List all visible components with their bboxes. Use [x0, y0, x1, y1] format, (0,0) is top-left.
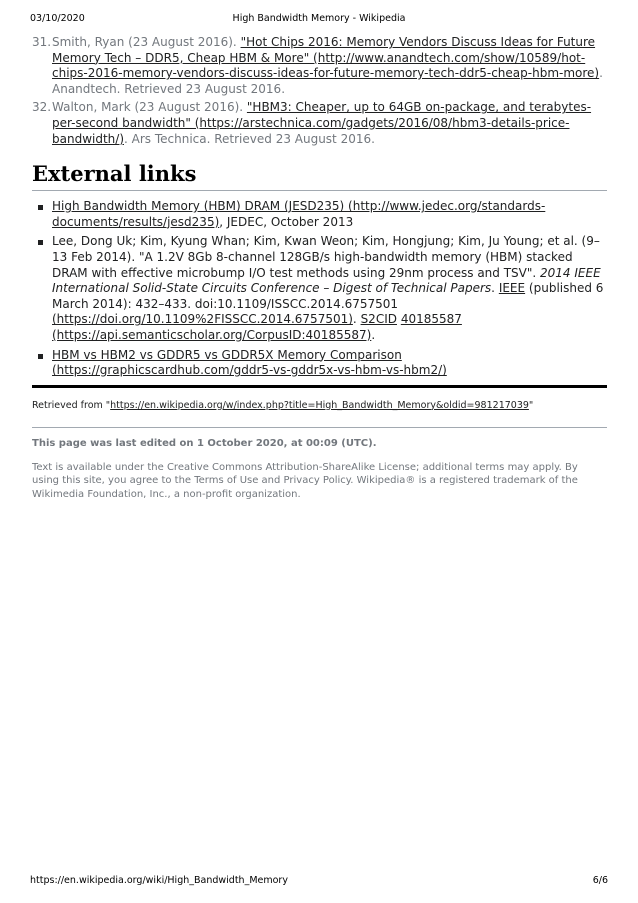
ieee-link[interactable]: IEEE: [498, 281, 526, 296]
doi-link[interactable]: (https://doi.org/10.1109%2FISSCC.2014.6757501): [52, 312, 353, 327]
reference-author: Smith, Ryan (23 August 2016).: [52, 35, 241, 49]
reference-tail: . Anandtech. Retrieved 23 August 2016.: [52, 66, 603, 96]
external-links-list: [32, 199, 607, 379]
citation-separator: .: [352, 312, 361, 327]
reference-item-32: [32, 100, 607, 147]
footer-divider: [32, 427, 607, 428]
print-date: 03/10/2020: [30, 13, 85, 24]
reference-number: 32.: [32, 100, 52, 115]
reference-tail: . Ars Technica. Retrieved 23 August 2016.: [124, 131, 375, 146]
external-link-item: [52, 199, 607, 230]
citation-end: .: [371, 327, 376, 342]
last-edited: This page was last edited on 1 October 2020, at 00:09 (UTC).: [32, 437, 377, 449]
retrieved-prefix: Retrieved from ": [32, 399, 111, 411]
content-end-rule: [32, 385, 607, 388]
reference-number: 31.: [32, 35, 52, 49]
doi-label: doi: [194, 296, 214, 311]
page-number: 6/6: [592, 875, 608, 886]
print-title: High Bandwidth Memory - Wikipedia: [232, 13, 406, 24]
s2cid-label-link[interactable]: S2CID: [360, 312, 397, 327]
section-heading-external-links: External links: [32, 161, 607, 191]
doi-value: :10.1109/ISSCC.2014.6757501: [213, 296, 399, 311]
article-content: [32, 35, 607, 501]
external-link-item: [52, 348, 607, 379]
jedec-link[interactable]: High Bandwidth Memory (HBM) DRAM (JESD235) (http://www.jedec.org/standards-documents/results/jesd235): [52, 199, 546, 229]
print-footer: [30, 875, 608, 889]
citation-separator: .: [491, 281, 499, 296]
external-link-tail: , JEDEC, October 2013: [219, 214, 354, 229]
external-link-item: [52, 234, 607, 343]
citation-pages: (published 6 March 2014): 432–433.: [52, 281, 604, 311]
retrieved-link[interactable]: https://en.wikipedia.org/w/index.php?title=High_Bandwidth_Memory&oldid=981217039: [110, 399, 529, 411]
retrieved-suffix: ": [528, 399, 534, 411]
graphicscardhub-link[interactable]: HBM vs HBM2 vs GDDR5 vs GDDR5X Memory Comparison (https://graphicscardhub.com/gddr5-vs-gddr5x-vs-hbm-vs-hbm2/): [52, 347, 447, 378]
print-url: https://en.wikipedia.org/wiki/High_Bandwidth_Memory: [30, 875, 288, 886]
reference-link[interactable]: "Hot Chips 2016: Memory Vendors Discuss Ideas for Future Memory Tech – DDR5, Cheap HBM & More" (http://www.anandtech.com/show/10589/hot-chips-2016-memory-vendors-discuss-ideas-for-future-memory-tech-ddr5-cheap-hbm-more): [52, 35, 600, 81]
reference-author: Walton, Mark (23 August 2016).: [52, 100, 247, 115]
reference-list: [32, 35, 607, 147]
reference-link[interactable]: "HBM3: Cheaper, up to 64GB on-package, and terabytes-per-second bandwidth" (https://arstechnica.com/gadgets/2016/08/hbm3-details-price-bandwidth/): [52, 100, 592, 146]
print-header: [30, 13, 608, 27]
s2cid-link[interactable]: 40185587 (https://api.semanticscholar.org/CorpusID:40185587): [52, 312, 462, 342]
retrieved-from: [32, 400, 607, 411]
citation-journal: 2014 IEEE International Solid-State Circuits Conference – Digest of Technical Papers: [52, 265, 601, 296]
citation-text: Lee, Dong Uk; Kim, Kyung Whan; Kim, Kwan Weon; Kim, Hongjung; Kim, Ju Young; et al. (9–13 Feb 2014). "A 1.2V 8Gb 8-channel 128GB/s high-bandwidth memory (HBM) stacked DRAM with effective microbump I/O test methods using 29nm process and TSV".: [52, 234, 600, 280]
reference-item-31: [32, 35, 607, 97]
license-text: Text is available under the Creative Commons Attribution-ShareAlike License; additional terms may apply. By using this site, you agree to the Terms of Use and Privacy Policy. Wikipedia® is a registered trademark of the Wikimedia Foundation, Inc., a non-profit organization.: [32, 461, 578, 500]
